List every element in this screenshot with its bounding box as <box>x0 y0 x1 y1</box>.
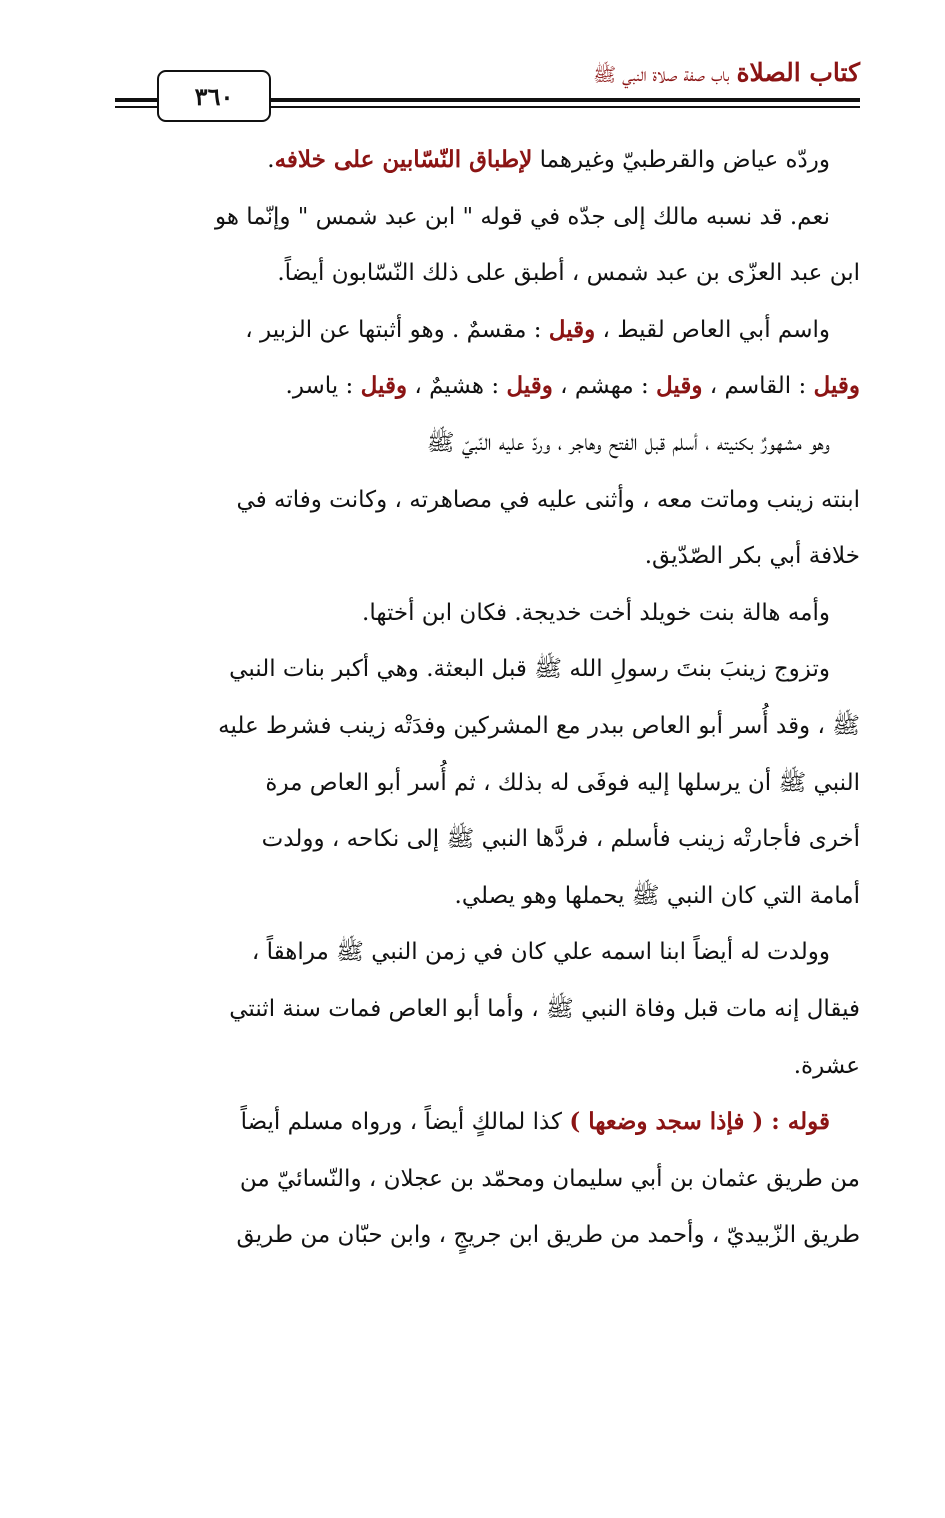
text-run: أخرى فأجارتْه زينب فأسلم ، فردَّها النبي ﷺ إلى نكاحه ، وولدت <box>261 826 860 853</box>
highlighted-text: لإطباق النّسّابين على خلافه <box>274 146 533 173</box>
text-line <box>80 981 860 1038</box>
text-line <box>80 811 860 868</box>
highlighted-text: وقيل <box>360 372 408 400</box>
page-body-text <box>80 132 860 1264</box>
text-run: وردّه عياض والقرطبيّ وغيرهما <box>532 147 830 173</box>
text-run: ﷺ ، وقد أُسر أبو العاص ببدر مع المشركين وفدَتْه زينب فشرط عليه <box>218 712 860 739</box>
text-run: النبي ﷺ أن يرسلها إليه فوفَى له بذلك ، ثم أُسر أبو العاص مرة <box>265 769 860 796</box>
text-run: أمامة التي كان النبي ﷺ يحملها وهو يصلي. <box>454 882 860 909</box>
text-line <box>80 1207 860 1264</box>
text-line <box>80 868 860 925</box>
text-run: : القاسم ، <box>702 373 814 400</box>
text-run: وتزوج زينبَ بنتَ رسولِ الله ﷺ قبل البعثة. وهي أكبر بنات النبي <box>229 656 830 683</box>
text-line <box>80 755 860 812</box>
text-run: طريق الزّبيديّ ، وأحمد من طريق ابن جريجٍ ، وابن حبّان من طريق <box>236 1222 860 1249</box>
page-number: ٣٦٠ <box>194 81 234 111</box>
text-line <box>80 1038 860 1095</box>
text-line <box>80 245 860 302</box>
text-run: : مهشم ، <box>552 373 657 400</box>
text-run: خلافة أبي بكر الصّدّيق. <box>644 543 860 570</box>
text-line <box>80 585 860 642</box>
text-line <box>80 528 860 585</box>
text-run: : هشيمٌ ، <box>407 373 507 400</box>
text-run: كذا لمالكٍ أيضاً ، ورواه مسلم أيضاً <box>240 1109 570 1136</box>
text-run: عشرة. <box>793 1052 860 1079</box>
highlighted-text: وقيل <box>656 372 703 400</box>
book-title: كتاب الصلاة <box>736 58 860 87</box>
highlighted-text: وقيل <box>548 315 596 343</box>
highlighted-text: وقيل <box>506 372 553 400</box>
text-line <box>80 472 860 529</box>
page-header <box>115 52 860 122</box>
highlighted-text: وقيل <box>813 372 860 400</box>
text-line <box>80 189 860 246</box>
text-run: وهو مشهورٌ بكنيته ، أسلم قبل الفتح وهاجر ، وردّ عليه النّبيّ ﷺ <box>426 429 830 456</box>
text-run: ابن عبد العزّى بن عبد شمس ، أطبق على ذلك النّسّابون أيضاً. <box>277 260 860 287</box>
highlighted-text: قوله : ( فإذا سجد وضعها ) <box>569 1108 830 1136</box>
text-run: فيقال إنه مات قبل وفاة النبي ﷺ ، وأما أبو العاص فمات سنة اثنتي <box>229 995 860 1022</box>
text-line <box>80 132 860 189</box>
text-line <box>80 358 860 415</box>
page-number-box <box>157 70 271 122</box>
text-line <box>80 698 860 755</box>
chapter-title: باب صفة صلاة النبي ﷺ <box>593 64 730 86</box>
text-run: وولدت له أيضاً ابنا اسمه علي كان في زمن النبي ﷺ مراهقاً ، <box>251 939 830 966</box>
text-run: : مقسمٌ . وهو أثبتها عن الزبير ، <box>245 316 549 343</box>
text-line <box>80 1094 860 1151</box>
text-line <box>80 302 860 359</box>
text-run: : ياسر. <box>285 373 361 400</box>
text-line <box>80 415 860 472</box>
text-run: نعم. قد نسبه مالك إلى جدّه في قوله " ابن عبد شمس " وإنّما هو <box>214 203 830 230</box>
running-title <box>593 58 860 91</box>
text-run: واسم أبي العاص لقيط ، <box>595 316 830 343</box>
text-run: وأمه هالة بنت خويلد أخت خديجة. فكان ابن أختها. <box>362 599 830 626</box>
text-line <box>80 641 860 698</box>
text-run: من طريق عثمان بن أبي سليمان ومحمّد بن عجلان ، والنّسائيّ من <box>239 1165 860 1192</box>
text-line <box>80 924 860 981</box>
text-line <box>80 1151 860 1208</box>
text-run: ابنته زينب وماتت معه ، وأثنى عليه في مصاهرته ، وكانت وفاته في <box>236 486 860 513</box>
text-run: . <box>267 147 275 173</box>
